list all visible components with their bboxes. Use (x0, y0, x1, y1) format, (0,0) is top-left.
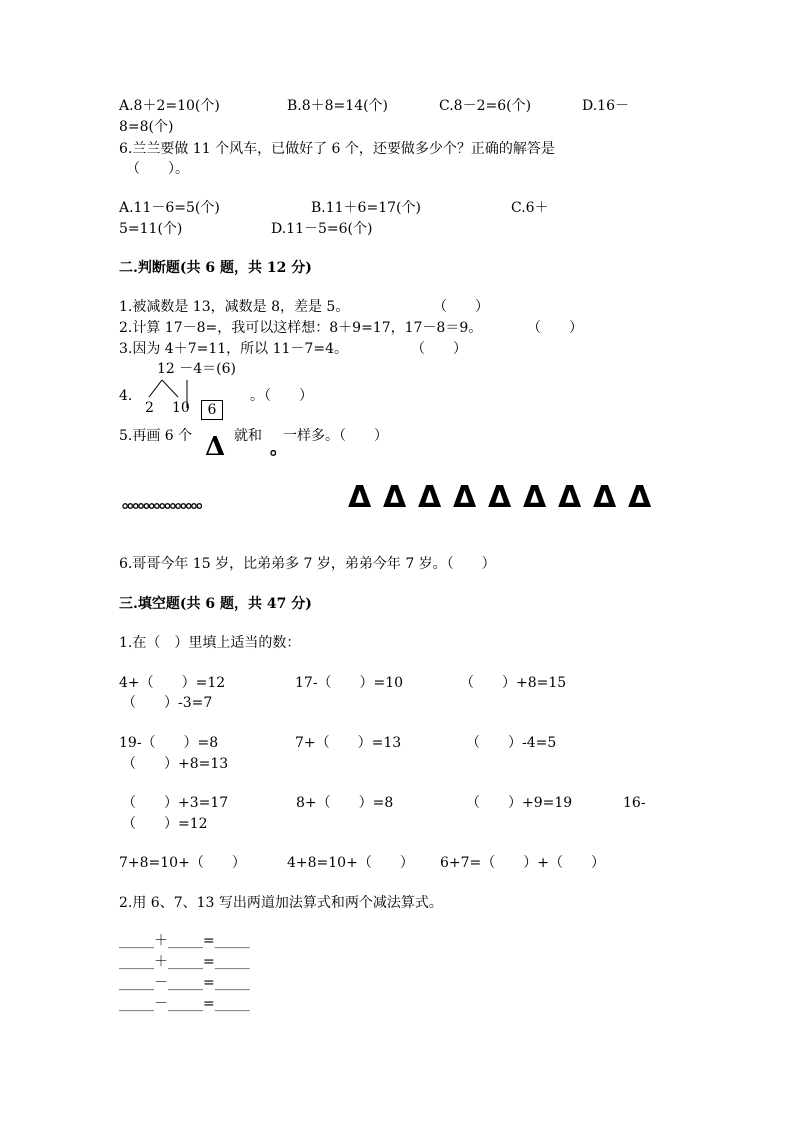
q6-paren: （ ）。 (126, 161, 189, 177)
judge-q2: 2.计算 17－8=，我可以这样想：8＋9=17，17－8＝9。 (119, 320, 483, 336)
triangle-icon: Δ (558, 480, 582, 515)
q5-option-d-part2: 8=8(个) (119, 119, 174, 135)
triangle-icon: Δ (383, 480, 407, 515)
judge-q3-paren: （ ） (411, 341, 467, 357)
triangle-icon: Δ (593, 480, 617, 515)
judge-q4-answer-box (201, 400, 223, 420)
section-title-judgement: 二.判断题(共 6 题，共 12 分) (119, 260, 312, 276)
q5-option-c: C.8－2=6(个) (439, 98, 532, 114)
judge-q4-expression: 12 －4＝(6) (157, 361, 237, 377)
fill-row3-item4-part1: 16- (623, 795, 646, 811)
judge-q5-text-b: 就和 (234, 428, 262, 444)
fill-row2-item1: 19-（ ）=8 (119, 735, 219, 751)
triangle-icon: Δ (628, 480, 652, 515)
triangle-icon: Δ (418, 480, 442, 515)
judge-q4-split-left: 2 (145, 400, 154, 416)
q5-option-d-part1: D.16－ (582, 98, 629, 114)
triangle-icon: Δ (453, 480, 477, 515)
fill-q2: 2.用 6、7、13 写出两道加法算式和两个减法算式。 (119, 895, 443, 911)
judge-q4-end: 。（ ） (250, 388, 313, 404)
judge-q4-label: 4. (119, 388, 133, 404)
judge-q2-paren: （ ） (527, 320, 583, 336)
fill-row3-item4-part2: （ ）=12 (122, 816, 208, 832)
triangle-icon: Δ (205, 432, 226, 462)
q5-option-b: B.8＋8=14(个) (287, 98, 389, 114)
fill-row1-item1: 4+（ ）=12 (119, 675, 226, 691)
fill-q1: 1.在（ ）里填上适当的数： (119, 635, 301, 651)
fill-row1-item2: 17-（ ）=10 (295, 675, 404, 691)
fill-row1-item4: （ ）-3=7 (122, 695, 213, 711)
dots-row: 。。。。。。。。。。。。。。。 (122, 492, 210, 512)
answer-line-2: _____＋_____=_____ (119, 954, 250, 970)
judge-q1: 1.被减数是 13，减数是 8，差是 5。 (119, 299, 350, 315)
answer-line-4: _____－_____=_____ (119, 996, 250, 1012)
judge-q1-paren: （ ） (433, 299, 489, 315)
fill-row4-item1: 7+8=10+（ ） (119, 855, 246, 871)
judge-q3: 3.因为 4＋7=11，所以 11－7=4。 (119, 341, 348, 357)
triangle-icon: Δ (348, 480, 372, 515)
judge-q5-text-c: 一样多。（ ） (283, 428, 388, 444)
fill-row2-item3: （ ）-4=5 (466, 735, 557, 751)
judge-q4-split-mid: 10 (172, 400, 190, 416)
section-title-fill: 三.填空题(共 6 题，共 47 分) (119, 596, 312, 612)
q6-option-d: D.11－5=6(个) (271, 221, 373, 237)
q6-question: 6.兰兰要做 11 个风车，已做好了 6 个，还要做多少个？正确的解答是 (119, 141, 555, 157)
fill-row3-item1: （ ）+3=17 (122, 795, 229, 811)
q5-option-a: A.8＋2=10(个) (119, 98, 220, 114)
fill-row2-item2: 7+（ ）=13 (295, 735, 402, 751)
q6-option-c-part2: 5=11(个) (119, 221, 183, 237)
judge-q6: 6.哥哥今年 15 岁，比弟弟多 7 岁，弟弟今年 7 岁。（ ） (119, 556, 496, 572)
fill-row3-item2: 8+（ ）=8 (296, 795, 394, 811)
answer-line-1: _____＋_____=_____ (119, 933, 250, 949)
judge-q5-text-a: 5.再画 6 个 (119, 428, 193, 444)
q6-option-c-part1: C.6＋ (511, 200, 549, 216)
fill-row4-item3: 6+7=（ ）+（ ） (440, 855, 606, 871)
fill-row3-item3: （ ）+9=19 (466, 795, 573, 811)
q6-option-a: A.11－6=5(个) (119, 200, 220, 216)
fill-row4-item2: 4+8=10+（ ） (287, 855, 414, 871)
fill-row2-item4: （ ）+8=13 (122, 756, 229, 772)
dot-icon: 。 (270, 438, 288, 459)
fill-row1-item3: （ ）+8=15 (460, 675, 567, 691)
triangle-icon: Δ (488, 480, 512, 515)
judge-q4-box-value: 6 (201, 400, 223, 420)
answer-line-3: _____－_____=_____ (119, 975, 250, 991)
triangle-icon: Δ (523, 480, 547, 515)
q6-option-b: B.11＋6=17(个) (311, 200, 421, 216)
